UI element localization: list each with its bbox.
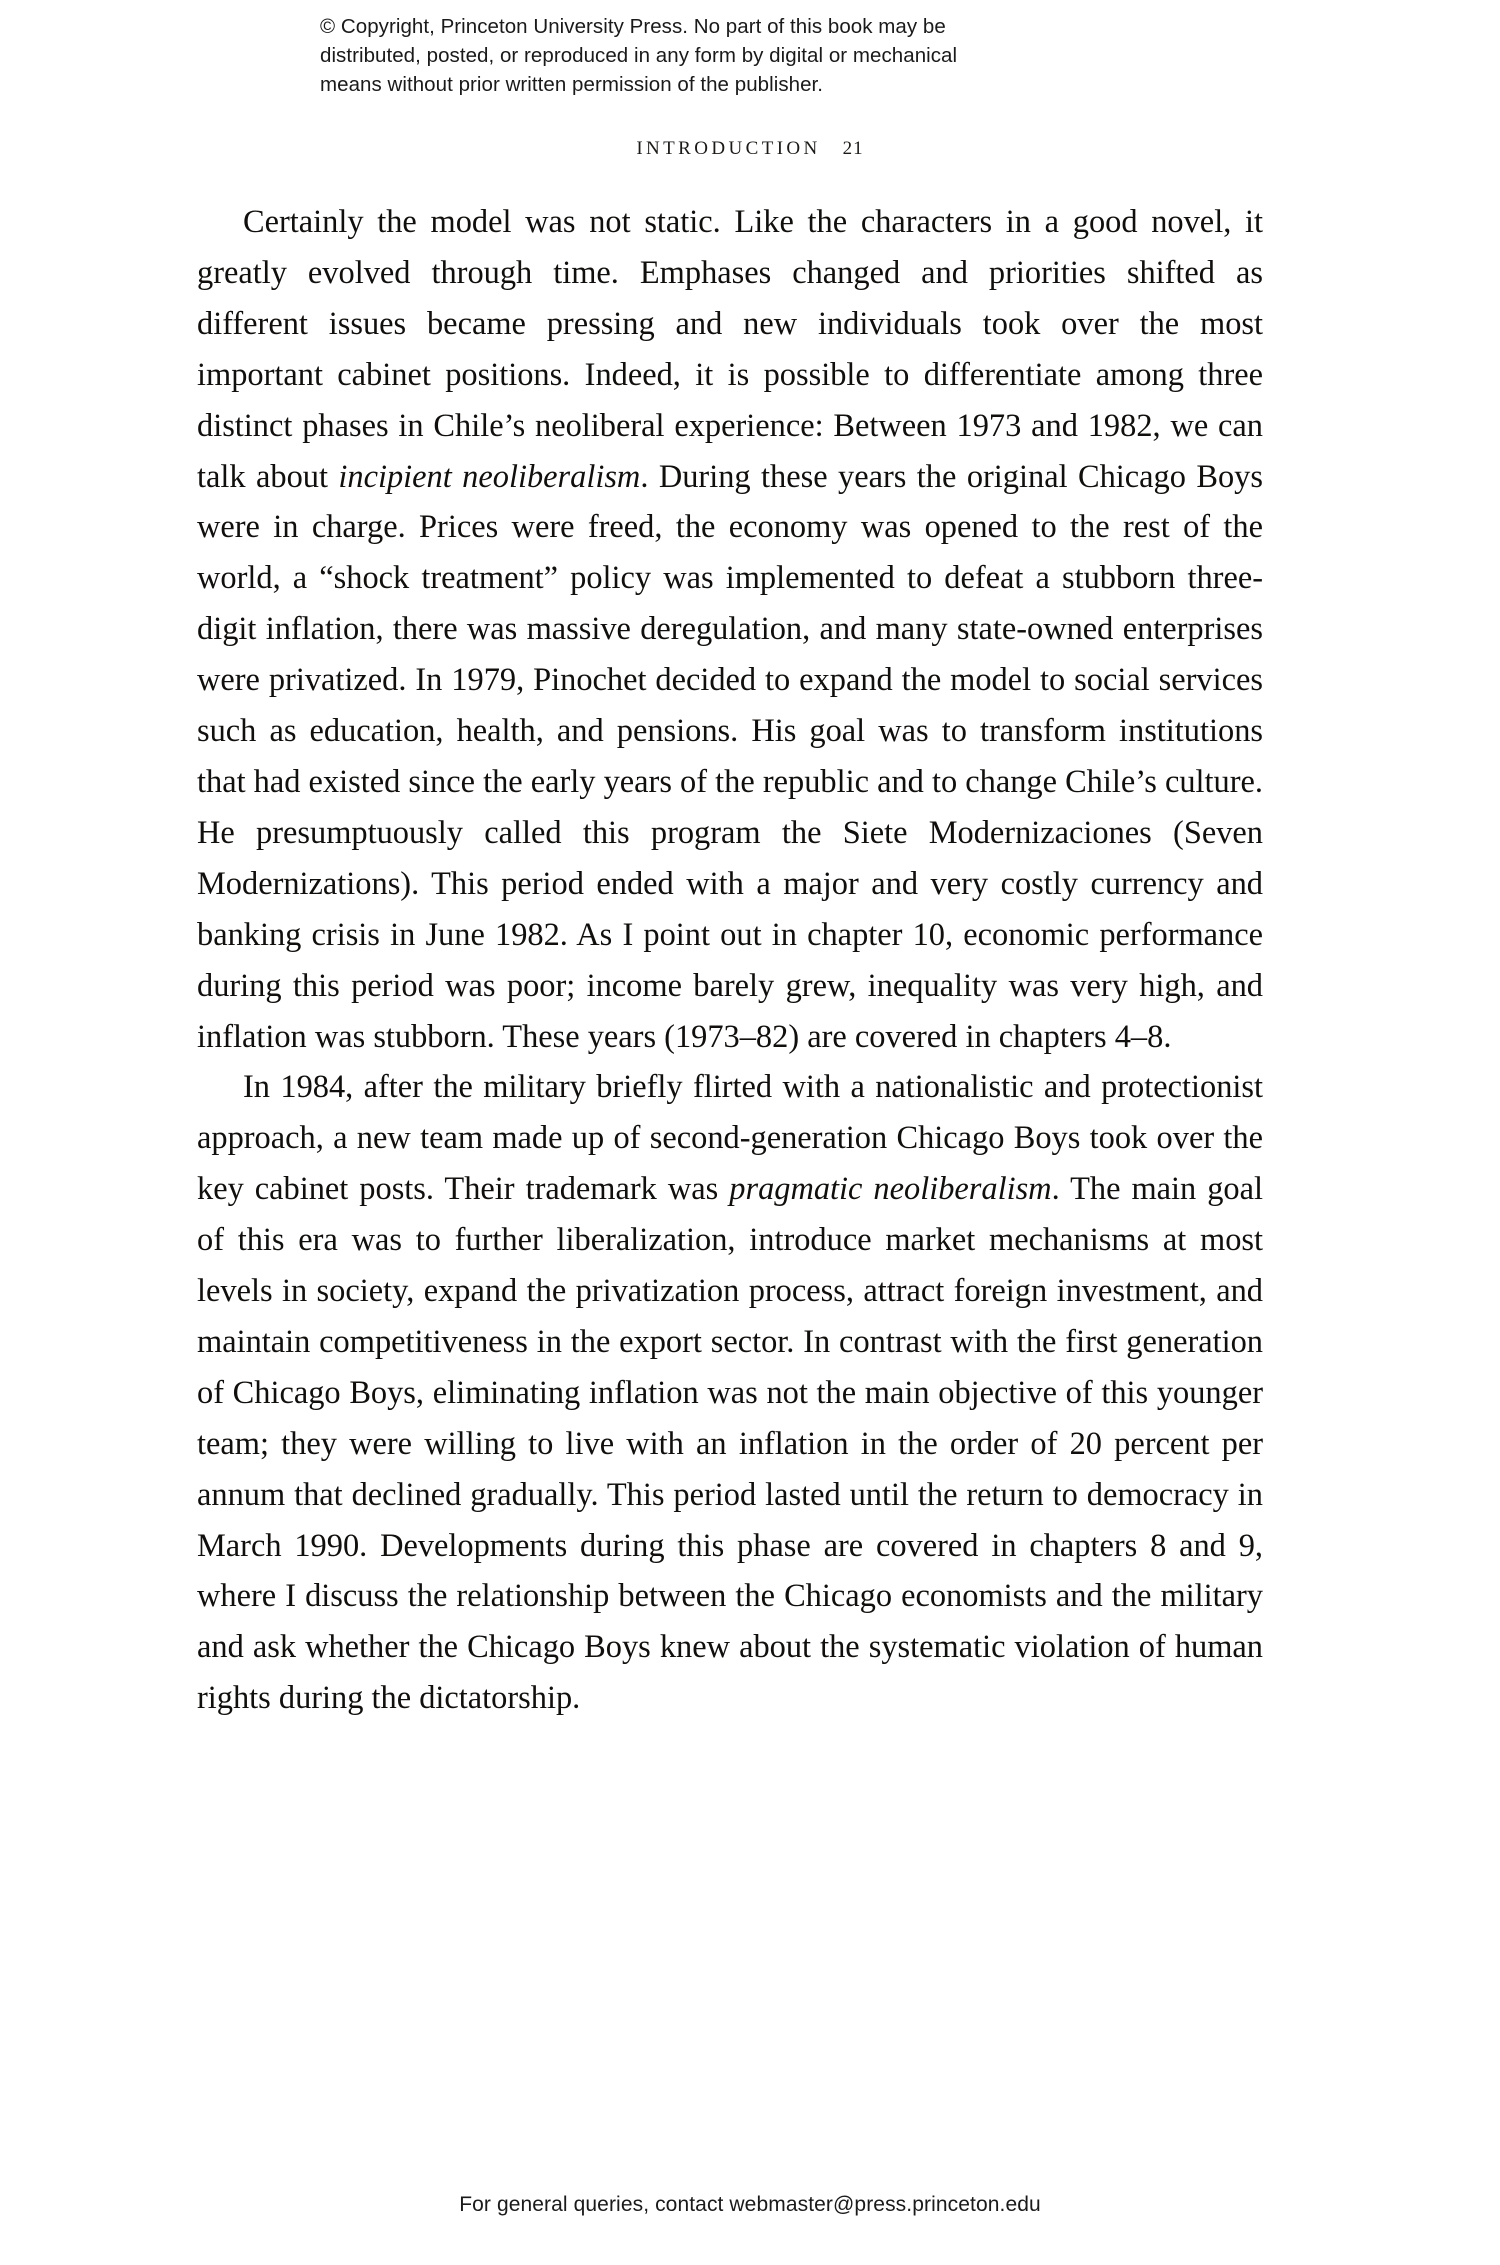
italic-term: incipient neoliberalism xyxy=(338,458,641,495)
page-number: 21 xyxy=(842,138,864,159)
running-head xyxy=(0,138,1500,160)
paragraph-2 xyxy=(197,1062,1263,1724)
copyright-notice xyxy=(320,12,1200,99)
text-run: . During these years the original Chicago Boys were in charge. Prices were freed, the economy was opened to the rest of the world, a “shock treatment” policy was implemented to defeat a stubborn three-digit inflation, there was massive deregulation, and many state-owned enterprises were privatized. In 1979, Pinochet decided to expand the model to social services such as education, health, and pensions. His goal was to transform institutions that had existed since the early years of the republic and to change Chile’s culture. He presumptuously called this program the Siete Modernizaciones (Seven Modernizations). This period ended with a major and very costly currency and banking crisis in June 1982. As I point out in chapter 10, economic performance during this period was poor; income barely grew, inequality was very high, and inflation was stubborn. These years (1973–82) are covered in chapters 4–8. xyxy=(197,458,1263,1055)
text-run: In 1984, after the military briefly flirted with a nationalistic and protectionist approach, a new team made up of second-generation Chicago Boys took over the key cabinet posts. Their trademark was xyxy=(197,1069,1263,1208)
body-text xyxy=(197,197,1263,1724)
paragraph-1 xyxy=(197,197,1263,1062)
copyright-line-3: means without prior written permission of the publisher. xyxy=(320,73,824,96)
text-run: . The main goal of this era was to further liberalization, introduce market mechanisms at most levels in society, expand the privatization process, attract foreign investment, and maintain competitiveness in the export sector. In contrast with the first generation of Chicago Boys, eliminating inflation was not the main objective of this younger team; they were willing to live with an inflation in the order of 20 percent per annum that declined gradually. This period lasted until the return to democracy in March 1990. Developments during this phase are covered in chapters 8 and 9, where I discuss the relationship between the Chicago economists and the military and ask whether the Chicago Boys knew about the systematic violation of human rights during the dictatorship. xyxy=(197,1171,1263,1717)
italic-term: pragmatic neoliberalism xyxy=(729,1171,1052,1208)
text-run: Certainly the model was not static. Like the characters in a good novel, it greatly evolved through time. Emphases changed and priorities shifted as different issues became pressing and new individuals took over the most important cabinet positions. Indeed, it is possible to differentiate among three distinct phases in Chile’s neoliberal experience: Between 1973 and 1982, we can talk about xyxy=(197,204,1263,495)
footer-note: For general queries, contact webmaster@press.princeton.edu xyxy=(459,2193,1041,2216)
running-head-title: INTRODUCTION xyxy=(636,138,821,159)
copyright-line-2: distributed, posted, or reproduced in any form by digital or mechanical xyxy=(320,44,958,67)
copyright-line-1: © Copyright, Princeton University Press. No part of this book may be xyxy=(320,15,946,38)
